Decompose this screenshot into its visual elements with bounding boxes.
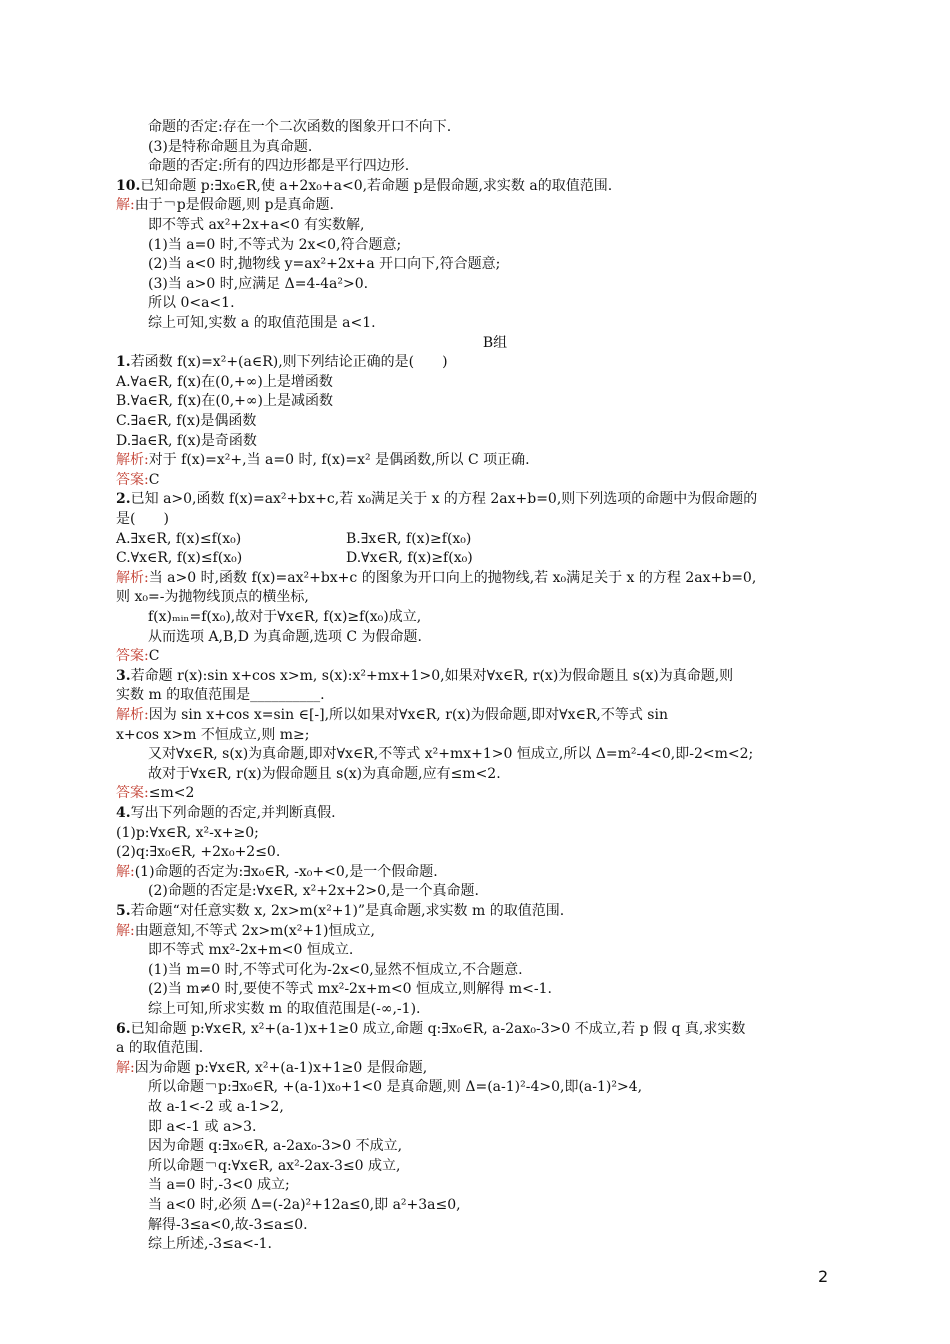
line-content: (1)当 a=0 时,不等式为 2x<0,符合题意; bbox=[148, 236, 402, 253]
text-line bbox=[148, 1137, 402, 1156]
line-content: 即不等式 mx²-2x+m<0 恒成立. bbox=[148, 942, 354, 959]
text-line bbox=[116, 177, 612, 196]
line-content: A.∀a∈R, f(x)在(0,+∞)上是增函数 bbox=[116, 373, 333, 390]
text-line bbox=[116, 1020, 745, 1039]
text-line bbox=[148, 608, 421, 627]
text-line bbox=[116, 824, 259, 843]
line-content: a 的取值范围. bbox=[116, 1040, 204, 1057]
line-content: 故 a-1<-2 或 a-1>2, bbox=[148, 1099, 284, 1115]
line-content: 已知命题 p:∃x₀∈R,使 a+2x₀+a<0,若命题 p是假命题,求实数 a的取值范围. bbox=[140, 177, 613, 194]
answer-label: 答案: bbox=[116, 471, 149, 488]
line-content: 即 a<-1 或 a>3. bbox=[148, 1118, 257, 1135]
line-content: 因为命题 q:∃x₀∈R, a-2ax₀-3>0 不成立, bbox=[148, 1138, 403, 1155]
option-text: B.∃x∈R, f(x)≥f(x₀) bbox=[346, 530, 472, 547]
text-line bbox=[116, 1039, 203, 1058]
line-content: B.∀a∈R, f(x)在(0,+∞)上是减函数 bbox=[116, 393, 334, 410]
text-line bbox=[148, 1118, 257, 1137]
text-line bbox=[116, 432, 257, 451]
text-line bbox=[148, 1235, 272, 1254]
line-content: (2)当 a<0 时,抛物线 y=ax²+2x+a 开口向下,符合题意; bbox=[148, 256, 501, 273]
line-content: (1)p:∀x∈R, x²-x+≥0; bbox=[116, 824, 259, 841]
line-content: 已知命题 p:∀x∈R, x²+(a-1)x+1≥0 成立,命题 q:∃x₀∈R, a-2ax₀-3>0 不成立,若 p 假 q 真,求实数 bbox=[130, 1020, 746, 1037]
text-line bbox=[148, 138, 312, 157]
text-line bbox=[148, 1176, 290, 1195]
text-line bbox=[116, 784, 194, 803]
line-content: 所以命题￢q:∀x∈R, ax²-2ax-3≤0 成立, bbox=[148, 1157, 401, 1174]
text-line bbox=[148, 1098, 284, 1117]
line-content: 若命题 r(x):sin x+cos x>m, s(x):x²+mx+1>0,如果对∀x∈R, r(x)为假命题且 s(x)为真命题,则 bbox=[130, 667, 734, 684]
line-content: 当 a<0 时,必须 Δ=(-2a)²+12a≤0,即 a²+3a≤0, bbox=[148, 1197, 461, 1213]
page-number: 2 bbox=[818, 1267, 829, 1286]
line-content: 因为命题 p:∀x∈R, x²+(a-1)x+1≥0 是假命题, bbox=[134, 1059, 428, 1076]
text-line bbox=[148, 765, 501, 784]
text-line bbox=[148, 882, 479, 901]
answer-label: 解析: bbox=[116, 707, 149, 723]
line-content: 已知 a>0,函数 f(x)=ax²+bx+c,若 x₀满足关于 x 的方程 2ax+b=0,则下列选项的命题中为假命题的 bbox=[130, 491, 758, 508]
text-line bbox=[148, 961, 523, 980]
text-line bbox=[116, 804, 336, 823]
line-content: (1)命题的否定为:∃x₀∈R, -x₀+<0,是一个假命题. bbox=[134, 863, 438, 880]
line-content: 若函数 f(x)=x²+(a∈R),则下列结论正确的是( ) bbox=[130, 354, 448, 371]
text-line bbox=[116, 412, 256, 431]
question-number: 10. bbox=[116, 177, 141, 194]
question-number: 2. bbox=[116, 491, 131, 508]
text-line bbox=[148, 314, 376, 333]
line-content: (2)q:∃x₀∈R, +2x₀+2≤0. bbox=[116, 844, 281, 861]
answer-label: 解析: bbox=[116, 569, 149, 586]
line-content: (3)是特称命题且为真命题. bbox=[148, 138, 313, 155]
line-content: 是( ) bbox=[116, 511, 169, 527]
line-content: 当 a>0 时,函数 f(x)=ax²+bx+c 的图象为开口向上的抛物线,若 x₀满足关于 x 的方程 2ax+b=0, bbox=[148, 569, 757, 586]
text-line bbox=[116, 667, 733, 686]
answer-label: 解: bbox=[116, 197, 135, 214]
answer-label: 解: bbox=[116, 1059, 135, 1076]
line-content: 因为 sin x+cos x=sin ∈[-],所以如果对∀x∈R, r(x)为假命题,即对∀x∈R,不等式 sin bbox=[148, 707, 668, 723]
text-line bbox=[148, 941, 353, 960]
line-content: (2)当 m≠0 时,要使不等式 mx²-2x+m<0 恒成立,则解得 m<-1. bbox=[148, 981, 552, 998]
question-number: 4. bbox=[116, 805, 131, 821]
text-line bbox=[116, 471, 159, 490]
text-line bbox=[148, 255, 500, 274]
line-content: 则 x₀=-为抛物线顶点的横坐标, bbox=[116, 589, 309, 606]
text-line bbox=[148, 157, 409, 176]
line-content: ≤m<2 bbox=[148, 785, 195, 802]
option-text: A.∃x∈R, f(x)≤f(x₀) bbox=[116, 530, 242, 547]
line-content: 综上可知,实数 a 的取值范围是 a<1. bbox=[148, 315, 376, 331]
answer-label: 解: bbox=[116, 863, 135, 880]
option-text: C.∀x∈R, f(x)≤f(x₀) bbox=[116, 550, 243, 567]
text-line bbox=[116, 863, 438, 882]
line-content: 即不等式 ax²+2x+a<0 有实数解, bbox=[148, 217, 365, 233]
text-line bbox=[116, 353, 448, 372]
line-content: x+cos x>m 不恒成立,则 m≥; bbox=[116, 726, 310, 743]
text-line bbox=[116, 647, 159, 666]
line-content: C bbox=[148, 471, 160, 488]
line-content: 综上可知,所求实数 m 的取值范围是(-∞,-1). bbox=[148, 1001, 421, 1017]
option-text: D.∀x∈R, f(x)≥f(x₀) bbox=[346, 550, 473, 567]
text-line bbox=[148, 1196, 461, 1215]
answer-label: 答案: bbox=[116, 648, 149, 665]
text-line bbox=[116, 588, 309, 607]
line-content: 命题的否定:所有的四边形都是平行四边形. bbox=[148, 158, 410, 175]
section-heading: B组 bbox=[482, 334, 508, 351]
text-line bbox=[148, 1078, 642, 1097]
text-line bbox=[148, 236, 401, 255]
text-line bbox=[148, 1000, 420, 1019]
line-content: 命题的否定:存在一个二次函数的图象开口不向下. bbox=[148, 119, 452, 135]
line-content: 实数 m 的取值范围是__________. bbox=[116, 687, 325, 704]
line-content: (3)当 a>0 时,应满足 Δ=4-4a²>0. bbox=[148, 275, 369, 292]
answer-label: 解: bbox=[116, 922, 135, 939]
text-line bbox=[116, 490, 757, 509]
text-line bbox=[148, 980, 552, 999]
line-content: 由题意知,不等式 2x>m(x²+1)恒成立, bbox=[134, 922, 375, 939]
text-line bbox=[148, 294, 235, 313]
text-line bbox=[148, 118, 451, 137]
answer-label: 答案: bbox=[116, 785, 149, 802]
line-content: 所以 0<a<1. bbox=[148, 295, 235, 312]
line-content: 解得-3≤a<0,故-3≤a≤0. bbox=[148, 1216, 308, 1233]
text-line bbox=[116, 902, 564, 921]
question-number: 1. bbox=[116, 354, 131, 371]
text-line bbox=[116, 569, 756, 588]
text-line bbox=[116, 726, 310, 745]
text-line bbox=[116, 373, 333, 392]
text-line bbox=[148, 1157, 401, 1176]
line-content: 对于 f(x)=x²+,当 a=0 时, f(x)=x² 是偶函数,所以 C 项正确. bbox=[148, 452, 530, 469]
text-line bbox=[116, 392, 333, 411]
line-content: 当 a=0 时,-3<0 成立; bbox=[148, 1177, 290, 1194]
text-line bbox=[148, 1216, 308, 1235]
line-content: 由于￢p是假命题,则 p是真命题. bbox=[134, 197, 334, 214]
line-content: C.∃a∈R, f(x)是偶函数 bbox=[116, 413, 257, 429]
answer-label: 解析: bbox=[116, 452, 149, 469]
question-number: 3. bbox=[116, 667, 131, 684]
line-content: 又对∀x∈R, s(x)为真命题,即对∀x∈R,不等式 x²+mx+1>0 恒成立,所以 Δ=m²-4<0,即-2<m<2; bbox=[148, 746, 754, 763]
text-line bbox=[148, 745, 753, 764]
text-line bbox=[116, 1059, 427, 1078]
line-content: 故对于∀x∈R, r(x)为假命题且 s(x)为真命题,应有≤m<2. bbox=[148, 765, 501, 782]
text-line bbox=[116, 843, 280, 862]
text-line bbox=[116, 686, 325, 705]
line-content: D.∃a∈R, f(x)是奇函数 bbox=[116, 432, 257, 449]
text-line bbox=[148, 628, 422, 647]
line-content: 所以命题￢p:∃x₀∈R, +(a-1)x₀+1<0 是真命题,则 Δ=(a-1)²-4>0,即(a-1)²>4, bbox=[148, 1079, 643, 1096]
question-number: 6. bbox=[116, 1020, 131, 1037]
line-content: f(x)ₘᵢₙ=f(x₀),故对于∀x∈R, f(x)≥f(x₀)成立, bbox=[148, 609, 422, 625]
line-content: (2)命题的否定是:∀x∈R, x²+2x+2>0,是一个真命题. bbox=[148, 883, 479, 900]
line-content: 综上所述,-3≤a<-1. bbox=[148, 1236, 272, 1253]
question-number: 5. bbox=[116, 903, 131, 919]
text-line bbox=[116, 451, 530, 470]
text-line bbox=[116, 922, 375, 941]
text-line bbox=[116, 510, 169, 529]
line-content: 若命题“对任意实数 x, 2x>m(x²+1)”是真命题,求实数 m 的取值范围. bbox=[130, 903, 565, 919]
line-content: C bbox=[148, 648, 160, 665]
text-line bbox=[116, 706, 668, 725]
line-content: (1)当 m=0 时,不等式可化为-2x<0,显然不恒成立,不合题意. bbox=[148, 961, 523, 978]
line-content: 从而选项 A,B,D 为真命题,选项 C 为假命题. bbox=[148, 628, 422, 645]
text-line bbox=[148, 216, 364, 235]
text-line bbox=[116, 196, 334, 215]
line-content: 写出下列命题的否定,并判断真假. bbox=[130, 805, 336, 821]
text-line bbox=[148, 275, 368, 294]
